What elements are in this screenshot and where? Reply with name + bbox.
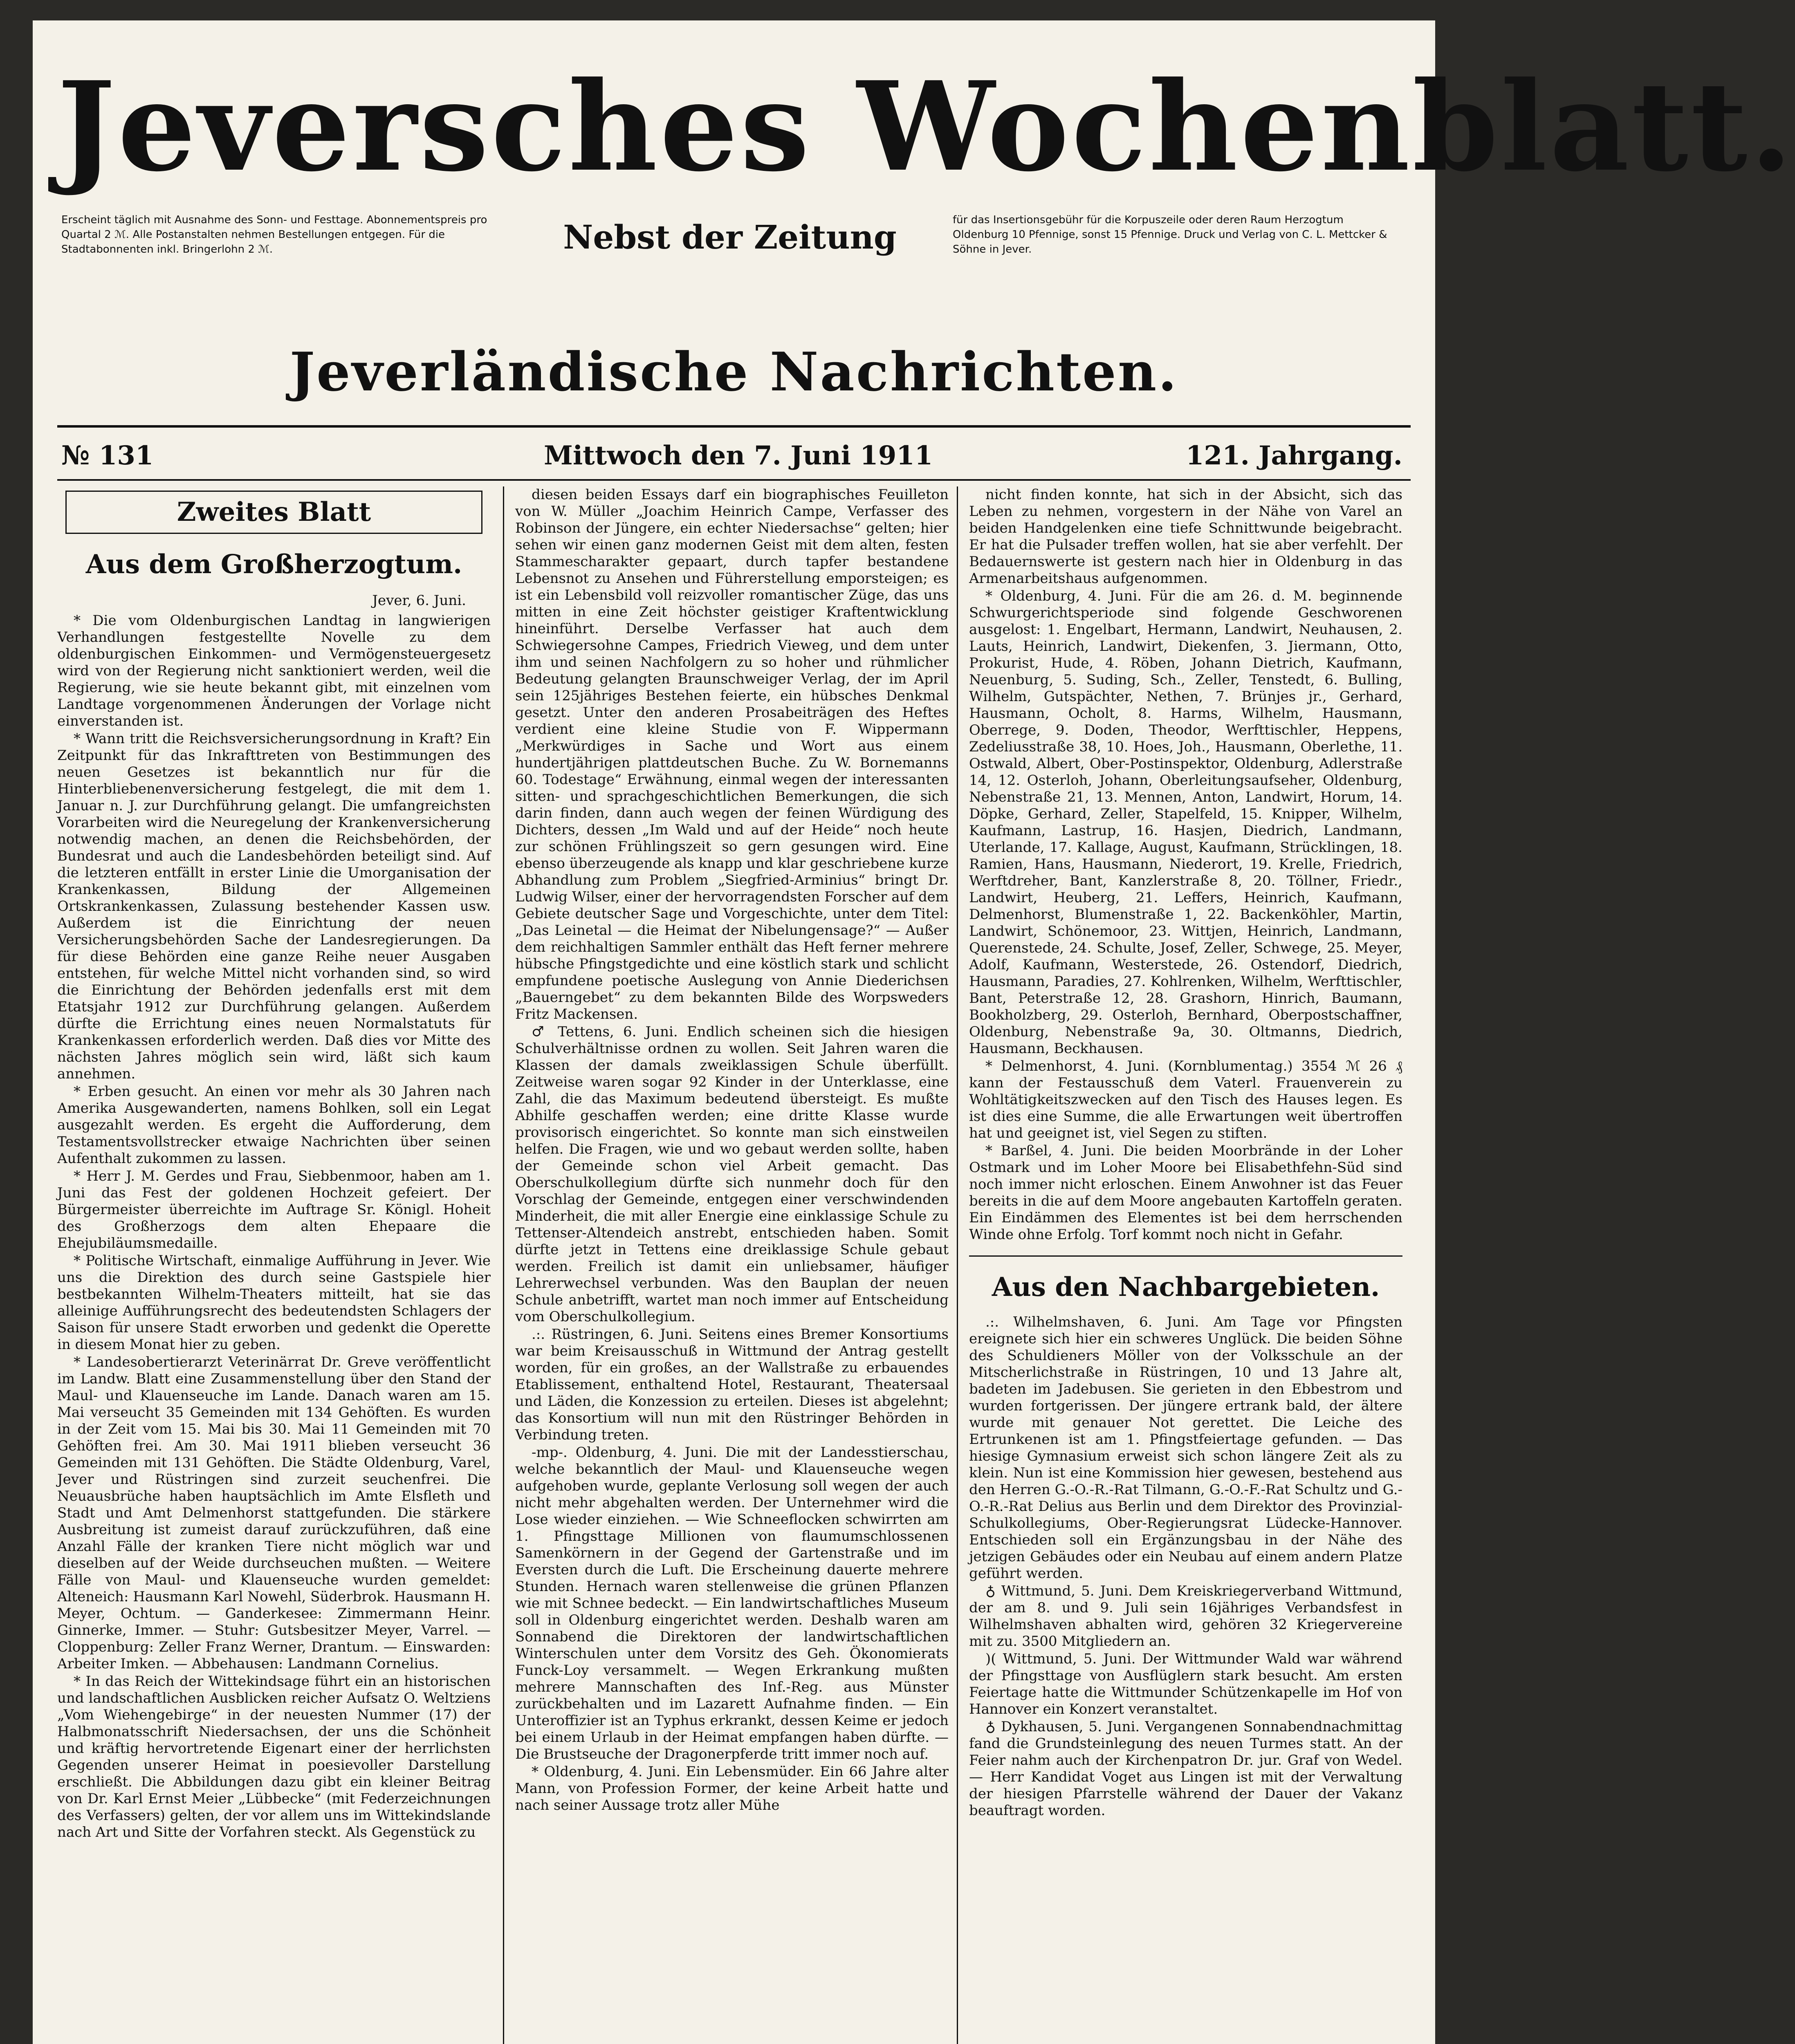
masthead-rule-top	[57, 425, 1411, 428]
subscription-info: Erscheint täglich mit Ausnahme des Sonn- und Festtage. Abonnementspreis pro Quartal 2 ℳ. Alle Postanstalten nehmen Bestellungen entgegen. Für die Stadtabonnenten inkl. Bringerlohn 2 ℳ.	[61, 214, 487, 256]
section-heading: Aus den Nachbargebieten.	[992, 1272, 1380, 1302]
article-paragraph: * Oldenburg, 4. Juni. Für die am 26. d. M. beginnende Schwurgerichtsperiode sind folgende Geschworenen ausgelost: 1. Engelbart, Hermann, Landwirt, Neuhausen, 2. Lauts, Heinrich, Landwirt, Diekenfen, 3. Jiermann, Otto, Prokurist, Hude, 4. Röben, Johann Dietrich, Kaufmann, Neuenburg, 5. Suding, Sch., Zeller, Tenstedt, 6. Bulling, Wilhelm, Gutspächter, Nethen, 7. Brünjes jr., Gerhard, Hausmann, Ocholt, 8. Harms, Wilhelm, Hausmann, Oberrege, 9. Doden, Theodor, Werfttischler, Heppens, Zedeliusstraße 38, 10. Hoes, Joh., Hausmann, Oberlethe, 11. Ostwald, Albert, Ober-Postinspektor, Oldenburg, Adlerstraße 14, 12. Osterloh, Johann, Oberleitungsaufseher, Oldenburg, Nebenstraße 21, 13. Mennen, Anton, Landwirt, Horum, 14. Döpke, Gerhard, Zeller, Stapelfeld, 15. Knipper, Wilhelm, Kaufmann, Lastrup, 16. Hasjen, Diedrich, Landmann, Uterlande, 17. Kallage, August, Kaufmann, Strücklingen, 18. Ramien, Hans, Hausmann, Niederort, 19. Krelle, Friedrich, Werftdreher, Bant, Kanzlerstraße 8, 20. Töllner, Friedr., Landwirt, Heuberg, 21. Leffers, Heinrich, Kaufmann, Delmenhorst, Blumenstraße 1, 22. Backenköhler, Martin, Landwirt, Schönemoor, 23. Wittjen, Heinrich, Landmann, Querenstede, 24. Schulte, Josef, Zeller, Schwege, 25. Meyer, Adolf, Kaufmann, Westerstede, 26. Ostendorf, Diedrich, Hausmann, Paradies, 27. Kohlrenken, Wilhelm, Werfttischler, Bant, Peterstraße 12, 28. Grashorn, Hinrich, Baumann, Bookholzberg, 29. Osterloh, Bernhard, Oberpostschaffner, Oldenburg, Nebenstraße 9a, 30. Oltmanns, Diedrich, Hausmann, Beckhausen.	[969, 588, 1402, 1057]
article-paragraph: * Landesobertierarzt Veterinärrat Dr. Greve veröffentlicht im Landw. Blatt eine Zusammenstellung über den Stand der Maul- und Klauenseuche im Lande. Danach waren am 15. Mai verseucht 35 Gemeinden mit 134 Gehöften. Es wurden in der Zeit vom 15. Mai bis 30. Mai 11 Gemeinden mit 70 Gehöften frei. Am 30. Mai 1911 blieben verseucht 36 Gemeinden mit 131 Gehöften. Die Städte Oldenburg, Varel, Jever und Rüstringen sind zurzeit seuchenfrei. Die Neuausbrüche haben hauptsächlich im Amte Elsfleth und Stadt und Amt Delmenhorst stattgefunden. Die stärkere Ausbreitung ist zumeist darauf zurückzuführen, daß eine Anzahl Fälle der kranken Tiere nicht möglich war und dieselben auf der Weide durchseuchen mußten. — Weitere Fälle von Maul- und Klauenseuche wurden gemeldet: Alteneich: Hausmann Karl Nowehl, Süderbrok. Hausmann H. Meyer, Ochtum. — Ganderkesee: Zimmermann Heinr. Ginnerke, Immer. — Stuhr: Gutsbesitzer Meyer, Varrel. — Cloppenburg: Zeller Franz Werner, Drantum. — Einswarden: Arbeiter Imken. — Abbehausen: Landmann Cornelius.	[57, 1354, 491, 1672]
article-paragraph: ♁ Dykhausen, 5. Juni. Vergangenen Sonnabendnachmittag fand die Grundsteinlegung des neuen Turmes statt. An der Feier nahm auch der Kirchenpatron Dr. jur. Graf von Wedel. — Herr Kandidat Voget aus Lingen ist mit der Verwaltung der hiesigen Pfarrstelle während der Dauer der Vakanz beauftragt worden.	[969, 1719, 1402, 1819]
article-paragraph: ♁ Wittmund, 5. Juni. Dem Kreiskriegerverband Wittmund, der am 8. und 9. Juli sein 16jähriges Verbandsfest in Wilhelmshaven abhalten wird, gehören 32 Kriegervereine mit zu. 3500 Mitgliedern an.	[969, 1583, 1402, 1650]
section-separator	[969, 1255, 1402, 1257]
issue-date: Mittwoch den 7. Juni 1911	[544, 440, 933, 471]
column-2	[515, 486, 949, 2044]
column-1	[57, 486, 491, 2044]
column-divider	[957, 486, 958, 2044]
edition-label: Zweites Blatt	[65, 491, 482, 534]
article-paragraph: nicht finden konnte, hat sich in der Absicht, sich das Leben zu nehmen, vorgestern in der Nähe von Varel an beiden Handgelenken eine tiefe Schnittwunde beigebracht. Er hat die Pulsader treffen wollen, hat sie aber verfehlt. Der Bedauernswerte ist gestern nach hier in Oldenburg in das Armenarbeitshaus aufgenommen.	[969, 486, 1402, 587]
article-paragraph: * Delmenhorst, 4. Juni. (Kornblumentag.) 3554 ℳ 26 ₰ kann der Festausschuß dem Vaterl. Frauenverein zu Wohltätigkeitszwecken auf den Tisch des Hauses legen. Es ist dies eine Summe, die alle Erwartungen weit übertroffen hat und geeignet ist, viel Segen zu stiften.	[969, 1058, 1402, 1141]
article-paragraph: * Wann tritt die Reichsversicherungsordnung in Kraft? Ein Zeitpunkt für das Inkrafttreten von Bestimmungen des neuen Gesetzes ist bekanntlich nur für die Hinterbliebenenversicherung festgelegt, die mit dem 1. Januar n. J. zur Durchführung gelangt. Die umfangreichsten Vorarbeiten wird die Neuregelung der Krankenversicherung notwendig machen, an denen die Reichsbehörden, der Bundesrat und auch die Landesbehörden beteiligt sind. Auf die letzteren entfällt in erster Linie die Umorganisation der Krankenkassen, Bildung der Allgemeinen Ortskrankenkassen, Zulassung bestehender Kassen usw. Außerdem ist die Einrichtung der neuen Versicherungsbehörden Sache der Landesregierungen. Da für diese Behörden eine ganze Reihe neuer Ausgaben entstehen, für welche Mittel nicht vorhanden sind, so wird die Einrichtung der Behörden jedenfalls erst mit dem Etatsjahr 1912 zur Durchführung gelangen. Außerdem dürfte die Errichtung eines neuen Normalstatuts für Krankenkassen erforderlich werden. Daß dies vor Mitte des nächsten Jahres möglich sein wird, läßt sich kaum annehmen.	[57, 731, 491, 1082]
article-paragraph: * Herr J. M. Gerdes und Frau, Siebbenmoor, haben am 1. Juni das Fest der goldenen Hochzeit gefeiert. Der Bürgermeister überreichte im Auftrage Sr. Königl. Hoheit des Großherzogs dem alten Ehepaare die Ehejubiläumsmedaille.	[57, 1168, 491, 1251]
newspaper-subtitle: Jeverländische Nachrichten.	[289, 341, 1178, 403]
article-paragraph: -mp-. Oldenburg, 4. Juni. Die mit der Landesstierschau, welche bekanntlich der Maul- und Klauenseuche wegen aufgehoben wurde, geplante Verlosung soll wegen der auch nicht mehr abgehalten werden. Der Unternehmer wird die Lose wieder einziehen. — Wie Schneeflocken schwirrten am 1. Pfingsttage Millionen von flaumumschlossenen Samenkörnern in der Gegend der Gartenstraße und im Eversten durch die Luft. Die Erscheinung dauerte mehrere Stunden. Hernach waren stellenweise die grünen Pflanzen wie mit Schnee bedeckt. — Ein landwirtschaftliches Museum soll in Oldenburg eingerichtet werden. Deshalb waren am Sonnabend die Direktoren der landwirtschaftlichen Winterschulen unter dem Vorsitz des Geh. Ökonomierats Funck-Loy versammelt. — Wegen Erkrankung mußten mehrere Mannschaften des Inf.-Reg. aus Münster zurückbehalten und im Lazarett Aufnahme finden. — Ein Unteroffizier ist an Typhus erkrankt, dessen Keime er jedoch bei einem Urlaub in der Heimat empfangen haben dürfte. — Die Brustseuche der Dragonerpferde tritt immer noch auf.	[515, 1444, 949, 1762]
article-paragraph: * Politische Wirtschaft, einmalige Aufführung in Jever. Wie uns die Direktion des durch seine Gastspiele hier bestbekannten Wilhelm-Theaters mitteilt, hat sie das alleinige Aufführungsrecht des bedeutendsten Schlagers der Saison für unsere Stadt erworben und gedenkt die Operette in diesem Monat hier zu geben.	[57, 1253, 491, 1353]
column-3	[969, 486, 1402, 2044]
article-paragraph: .:. Rüstringen, 6. Juni. Seitens eines Bremer Konsortiums war beim Kreisausschuß in Wittmund der Antrag gestellt worden, für ein großes, an der Wallstraße zu erbauendes Etablissement, enthaltend Hotel, Restaurant, Theatersaal und Läden, die Konzession zu erteilen. Dieses ist abgelehnt; das Konsortium will nun mit den Rüstringer Behörden in Verbindung treten.	[515, 1326, 949, 1443]
article-paragraph: * Erben gesucht. An einen vor mehr als 30 Jahren nach Amerika Ausgewanderten, namens Bohlken, soll ein Legat ausgezahlt werden. Es ergeht die Aufforderung, dem Testamentsvollstrecker etwaige Nachrichten über seinen Aufenthalt zukommen zu lassen.	[57, 1083, 491, 1167]
article-paragraph: * Oldenburg, 4. Juni. Ein Lebensmüder. Ein 66 Jahre alter Mann, von Profession Former, der keine Arbeit hatte und nach seiner Aussage trotz aller Mühe	[515, 1764, 949, 1813]
masthead	[33, 53, 1795, 403]
newspaper-page	[33, 20, 1795, 2044]
masthead-rule-bottom	[57, 479, 1411, 481]
article-paragraph: .:. Wilhelmshaven, 6. Juni. Am Tage vor Pfingsten ereignete sich hier ein schweres Unglück. Die beiden Söhne des Schuldieners Möller von der Volksschule an der Mitscherlichstraße in Rüstringen, 10 und 13 Jahre alt, badeten im Jadebusen. Sie gerieten in den Ebbestrom und wurden fortgerissen. Der jüngere ertrank bald, der ältere wurde mit genauer Not gerettet. Die Leiche des Ertrunkenen ist am 1. Pfingstfeiertage gefunden. — Das hiesige Gymnasium erweist sich schon längere Zeit als zu klein. Nun ist eine Kommission hier gewesen, bestehend aus den Herren G.-O.-R.-Rat Tilmann, G.-O.-F.-Rat Schultz und G.-O.-R.-Rat Delius aus Berlin und dem Direktor des Provinzial-Schulkollegiums, Ober-Regierungsrat Lüdecke-Hannover. Entschieden soll ein Ergänzungsbau in der Nähe des jetzigen Gebäudes oder ein Neubau auf einem andern Platze geführt werden.	[969, 1314, 1402, 1582]
dateline: Jever, 6. Juni.	[372, 592, 466, 609]
advertising-info	[953, 213, 1402, 257]
article-paragraph: ♂ Tettens, 6. Juni. Endlich scheinen sich die hiesigen Schulverhältnisse ordnen zu wollen. Seit Jahren waren die Klassen der damals zweiklassigen Schule überfüllt. Zeitweise waren sogar 92 Kinder in der Unterklasse, eine Zahl, die das Maximum bedeutend übersteigt. Es mußte Abhilfe geschaffen werden; eine dritte Klasse wurde provisorisch eingerichtet. So konnte man sich einstweilen helfen. Die Fragen, wie und wo gebaut werden sollte, haben der Gemeinde schon viel Arbeit gemacht. Das Oberschulkollegium dürfte sich nunmehr doch für den Vorschlag der Gemeinde, entgegen einer verschwindenden Minderheit, die mit aller Energie eine einklassige Schule zu Tettenser-Altendeich anstrebt, entschieden haben. Somit dürfte jetzt in Tettens eine dreiklassige Schule gebaut werden. Freilich ist damit ein unliebsamer, häufiger Lehrerwechsel verbunden. Was den Bauplan der neuen Schule anbetrifft, wartet man noch immer auf Entscheidung vom Oberschulkollegium.	[515, 1024, 949, 1325]
column-divider	[503, 486, 504, 2044]
article-paragraph: diesen beiden Essays darf ein biographisches Feuilleton von W. Müller „Joachim Heinrich Campe, Verfasser des Robinson der Jüngere, ein echter Niedersachse“ gelten; hier sehen wir einen ganz modernen Geist mit dem alten, festen Stammescharakter gepaart, durch tapfer bestandene Lebensnot zu Ansehen und Führerstellung emporsteigen; es ist ein Lebensbild voll reizvoller romantischer Züge, das uns mitten in eine Zeit höchster geistiger Kraftentwicklung hineinführt. Derselbe Verfasser hat auch dem Schwiegersohne Campes, Friedrich Vieweg, und dem unter ihm und seinen Nachfolgern zu so hoher und rühmlicher Bedeutung gelangten Braunschweiger Verlag, der im April sein 125jähriges Bestehen feierte, ein hübsches Denkmal gesetzt. Unter den anderen Prosabeiträgen des Heftes verdient eine kleine Studie von F. Wippermann „Merkwürdiges in Sache und Wort aus einem hundertjährigen plattdeutschen Buche. Zu W. Bornemanns 60. Todestage“ Erwähnung, einmal wegen der interessanten sitten- und sprachgeschichtlichen Bemerkungen, die sich darin finden, dann auch wegen der feinen Würdigung des Dichters, dessen „Im Wald und auf der Heide“ noch heute zur schönen Frühlingszeit so gern gesungen wird. Eine ebenso überzeugende als knapp und klar geschriebene kurze Abhandlung zum Problem „Siegfried-Arminius“ bringt Dr. Ludwig Wilser, einer der hervorragendsten Forscher auf dem Gebiete deutscher Sage und Vorgeschichte, unter dem Titel: „Das Leinetal — die Heimat der Nibelungensage?“ — Außer dem reichhaltigen Sammler enthält das Heft ferner mehrere hübsche Pfingstgedichte und eine köstlich stark und schlicht empfundene poetische Auslegung von Annie Diederichsen „Bauerngebet“ zu dem bekannten Bilde des Worpsweders Fritz Mackensen.	[515, 486, 949, 1022]
subtitle-prefix: Nebst der Zeitung	[563, 218, 897, 256]
issue-bar	[33, 433, 1435, 478]
article-paragraph: * Die vom Oldenburgischen Landtag in langwierigen Verhandlungen festgestellte Novelle zu dem oldenburgischen Einkommen- und Vermögensteuergesetz wird von der Regierung nicht sanktioniert werden, weil die Regierung, wie sie heute bekannt gibt, mit einzelnen vom Landtage vorgenommenen Änderungen der Vorlage nicht einverstanden ist.	[57, 612, 491, 729]
advertising-info-text: Insertionsgebühr für die Korpuszeile oder deren Raum Herzogtum Oldenburg 10 Pfennige, sonst 15 Pfennige. Druck und Verlag von C. L. Mettcker & Söhne in Jever.	[953, 214, 1387, 256]
article-paragraph: * Barßel, 4. Juni. Die beiden Moorbrände in der Loher Ostmark und im Loher Moore bei Elisabethfehn-Süd sind noch immer nicht erloschen. Einem Anwohner ist das Feuer bereits in die auf dem Moore angebauten Kartoffeln geraten. Ein Eindämmen des Elementes ist bei dem herrschenden Winde ohne Erfolg. Torf kommt noch nicht in Gefahr.	[969, 1143, 1402, 1243]
section-heading: Aus dem Großherzogtum.	[85, 549, 462, 580]
article-paragraph: * In das Reich der Wittekindsage führt ein an historischen und landschaftlichen Ausblicken reicher Aufsatz O. Weltziens „Vom Wiehengebirge“ in der neuesten Nummer (17) der Halbmonatsschrift Niedersachsen, der uns die Schönheit und kräftig hervortretende Eigenart einer der herrlichsten Gegenden unserer Heimat in poesievoller Darstellung erschließt. Die Abbildungen dazu gibt ein kleiner Beitrag von Dr. Karl Ernst Meier „Lübbecke“ (mit Federzeichnungen des Verfassers) gelten, der vor allem uns im Wittekindslande nach Art und Sitte der Vorfahren steckt. Als Gegenstück zu	[57, 1673, 491, 1840]
newspaper-title: Jeversches Wochenblatt.	[57, 54, 1795, 199]
issue-year: 121. Jahrgang.	[1186, 440, 1402, 471]
article-paragraph: )( Wittmund, 5. Juni. Der Wittmunder Wald war während der Pfingsttage von Ausflüglern stark besucht. Am ersten Feiertage hatte die Wittmunder Schützenkapelle im Hof von Hannover ein Konzert veranstaltet.	[969, 1651, 1402, 1717]
issue-number: № 131	[61, 440, 154, 471]
advertising-info-prefix: für das	[953, 214, 990, 226]
